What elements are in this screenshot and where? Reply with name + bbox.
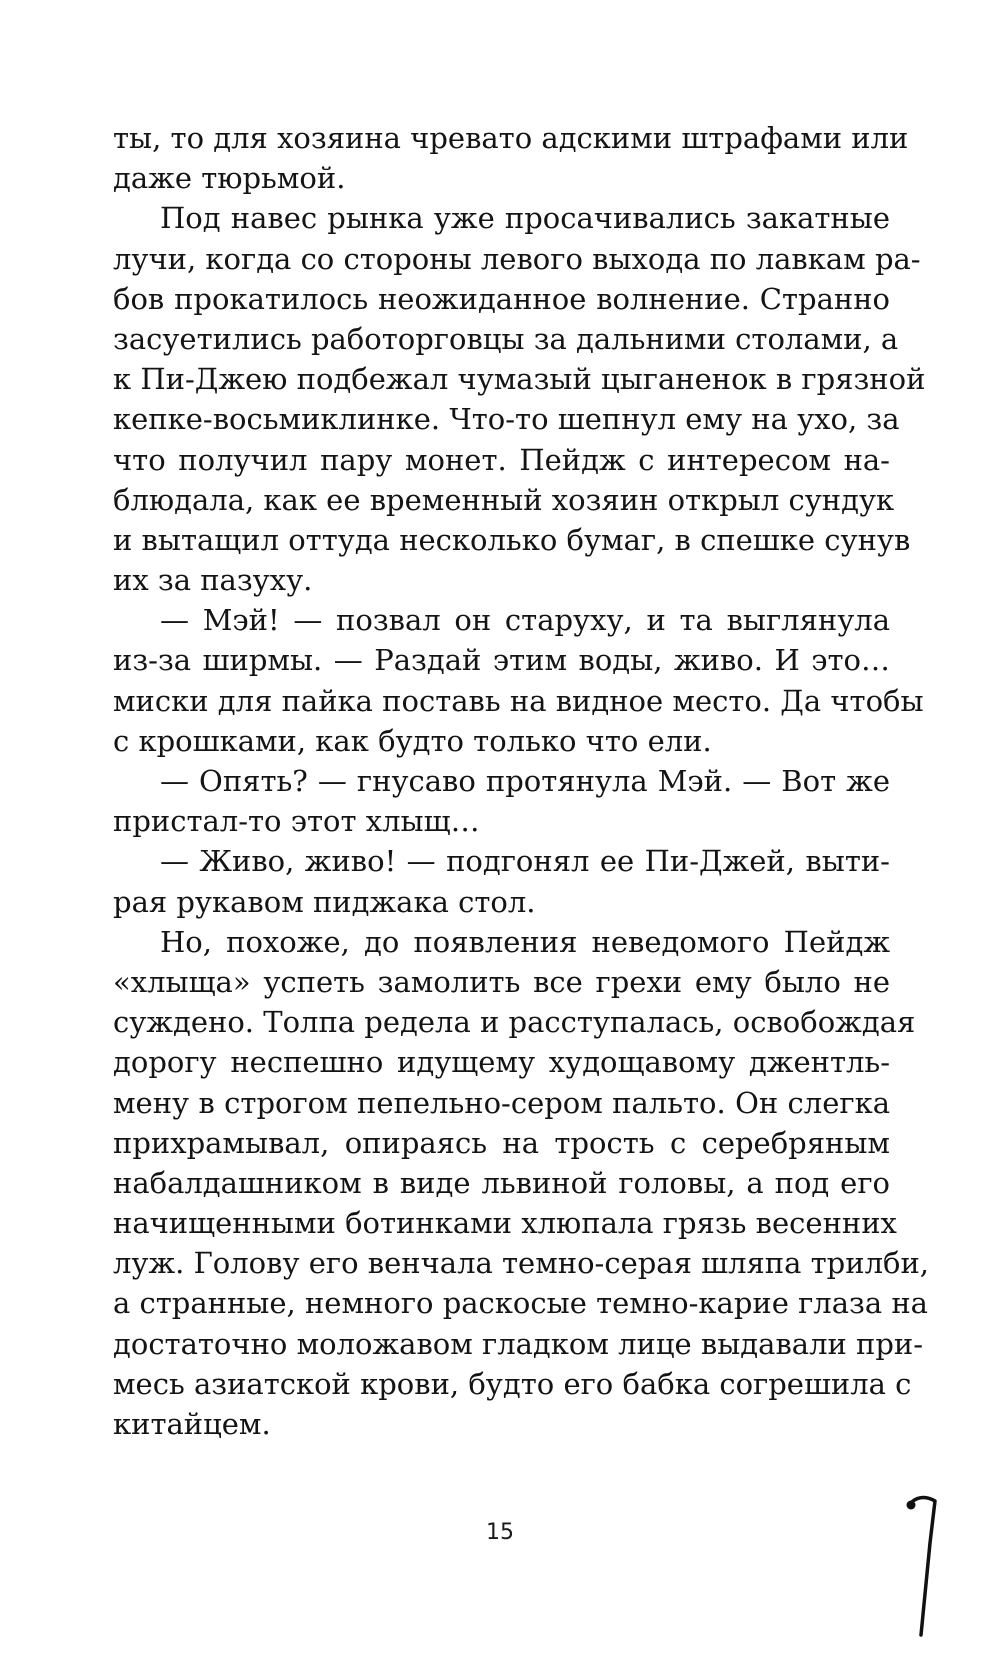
text-line: китайцем. bbox=[113, 1407, 271, 1441]
text-line: дорогу неспешно идущему худощавому джентль- bbox=[113, 1045, 890, 1080]
text-line: пристал-то этот хлыщ… bbox=[113, 804, 480, 839]
text-line: «хлыща» успеть замолить все грехи ему было не bbox=[113, 964, 890, 999]
text-line: суждено. Толпа редела и расступалась, освобождая bbox=[113, 1005, 916, 1040]
text-line: а странные, немного раскосые темно-карие глаза на bbox=[113, 1286, 928, 1321]
text-line: к Пи-Джею подбежал чумазый цыганенок в грязной bbox=[113, 362, 926, 397]
text-line: из-за ширмы. — Раздай этим воды, живо. И это… bbox=[113, 643, 890, 678]
text-line: месь азиатской крови, будто его бабка согрешила с bbox=[113, 1366, 912, 1401]
text-line: — Живо, живо! — подгонял ее Пи-Джей, выти- bbox=[160, 844, 890, 879]
text-line: блюдала, как ее временный хозяин открыл сундук bbox=[113, 482, 895, 517]
text-line: начищенными ботинками хлюпала грязь весенних bbox=[113, 1206, 897, 1241]
text-line: и вытащил оттуда несколько бумаг, в спешке сунув bbox=[113, 522, 911, 557]
text-line: набалдашником в виде львиной головы, а под его bbox=[113, 1165, 890, 1200]
text-line: мену в строгом пепельно-сером пальто. Он слегка bbox=[113, 1085, 890, 1120]
text-line: Под навес рынка уже просачивались закатные bbox=[160, 201, 890, 236]
text-line: бов прокатилось неожиданное волнение. Странно bbox=[113, 281, 890, 316]
text-line: луж. Голову его венчала темно-серая шляпа трилби, bbox=[113, 1246, 929, 1281]
text-line: лучи, когда со стороны левого выхода по лавкам ра- bbox=[113, 241, 921, 276]
text-line: с крошками, как будто только что ели. bbox=[113, 723, 712, 758]
corner-mark-icon bbox=[905, 1495, 965, 1640]
text-line: миски для пайка поставь на видное место. Да чтобы bbox=[113, 683, 924, 718]
text-line: — Мэй! — позвал он старуху, и та выглянула bbox=[160, 603, 890, 638]
text-line: ты, то для хозяина чревато адскими штрафами или bbox=[113, 121, 909, 155]
text-line: засуетились работорговцы за дальними столами, а bbox=[113, 321, 899, 356]
text-line: что получил пару монет. Пейдж с интересом на- bbox=[113, 442, 890, 477]
text-line: достаточно моложавом гладком лице выдавали при- bbox=[113, 1326, 924, 1361]
body-text bbox=[113, 118, 929, 1444]
text-line: — Опять? — гнусаво протянула Мэй. — Вот же bbox=[160, 764, 890, 798]
text-line: их за пазуху. bbox=[113, 563, 313, 598]
page-number: 15 bbox=[486, 1520, 514, 1545]
text-line: даже тюрьмой. bbox=[113, 161, 346, 196]
text-line: прихрамывал, опираясь на трость с серебряным bbox=[113, 1125, 890, 1160]
text-line: Но, похоже, до появления неведомого Пейдж bbox=[160, 924, 890, 959]
text-line: кепке-восьмиклинке. Что-то шепнул ему на ухо, за bbox=[113, 402, 900, 437]
text-line: рая рукавом пиджака стол. bbox=[113, 884, 536, 919]
